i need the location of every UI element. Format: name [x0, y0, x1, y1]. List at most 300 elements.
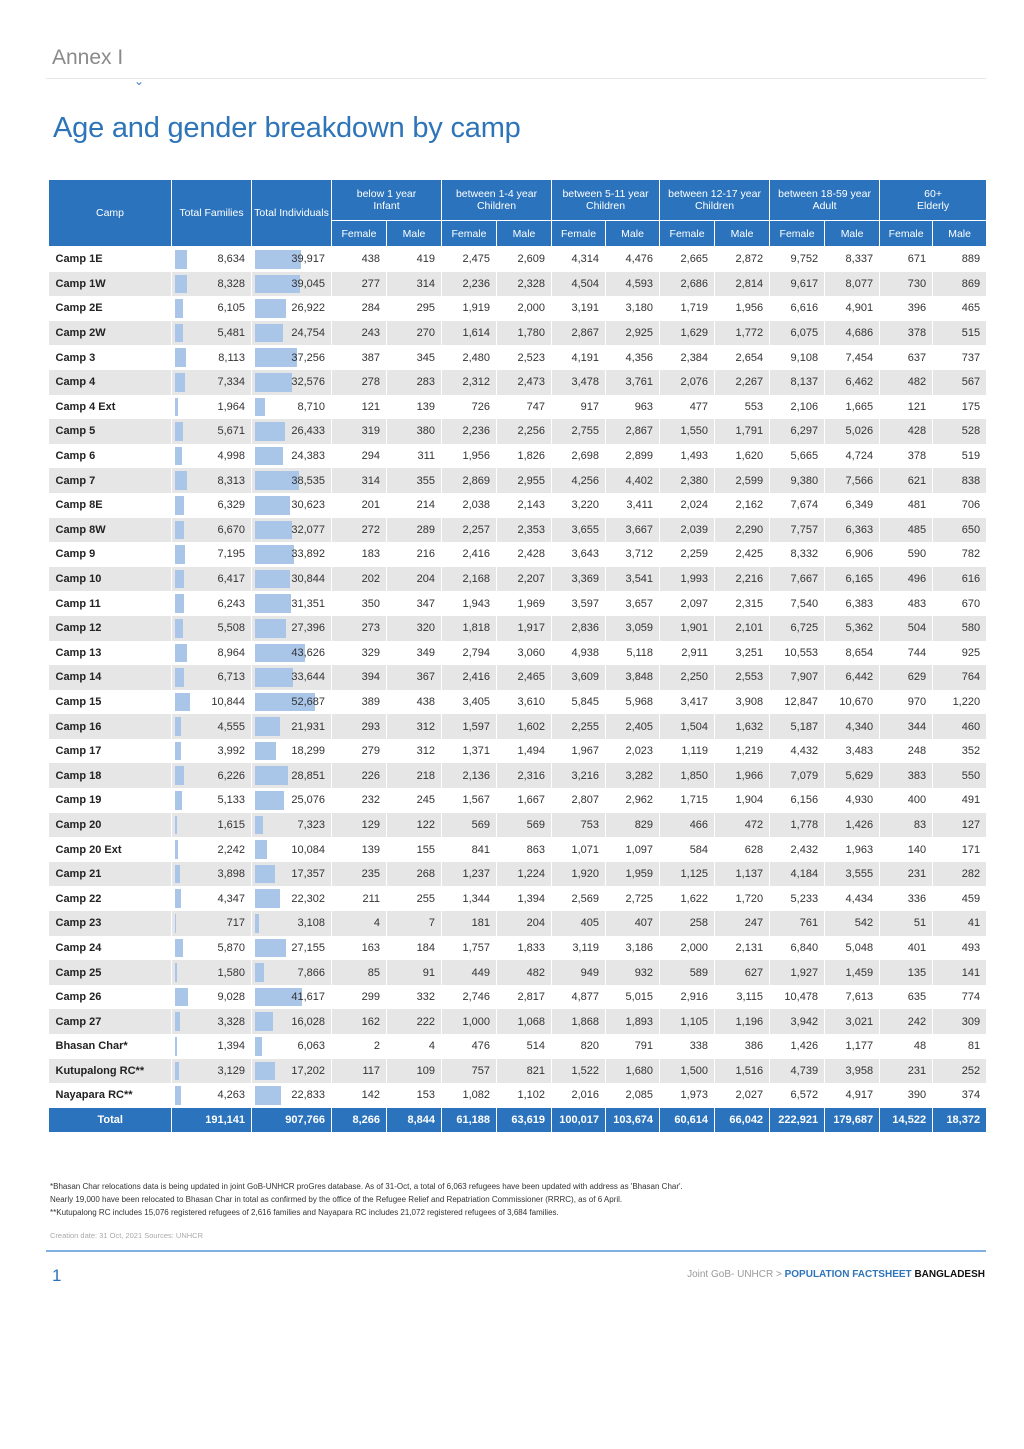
table-row [49, 518, 987, 543]
female-count: 3,655 [552, 518, 606, 543]
camp-name: Nayapara RC** [49, 1083, 172, 1108]
female-count: 753 [552, 813, 606, 838]
female-count: 3,609 [552, 665, 606, 690]
male-count: 5,118 [606, 641, 660, 666]
total-female: 14,522 [880, 1108, 933, 1132]
female-count: 2,916 [660, 985, 715, 1010]
female-count: 2,038 [442, 493, 497, 518]
male-count: 491 [933, 788, 987, 813]
male-count: 493 [933, 936, 987, 961]
male-count: 2,465 [497, 665, 552, 690]
male-count: 5,015 [606, 985, 660, 1010]
female-count: 3,478 [552, 370, 606, 395]
male-count: 7,613 [825, 985, 880, 1010]
male-count: 109 [387, 1059, 442, 1084]
individuals-bar [255, 766, 288, 785]
female-count: 3,417 [660, 690, 715, 715]
total-individuals-cell: 41,617 [252, 985, 332, 1010]
total-female: 8,266 [332, 1108, 387, 1132]
female-count: 83 [880, 813, 933, 838]
total-families-cell: 9,028 [172, 985, 252, 1010]
male-count: 1,220 [933, 690, 987, 715]
female-count: 635 [880, 985, 933, 1010]
female-count: 1,927 [770, 960, 825, 985]
total-families-cell: 8,313 [172, 468, 252, 493]
total-female: 60,614 [660, 1108, 715, 1132]
female-count: 4,314 [552, 247, 606, 272]
female-count: 140 [880, 837, 933, 862]
camp-name: Camp 11 [49, 591, 172, 616]
female-count: 2,136 [442, 763, 497, 788]
male-count: 141 [933, 960, 987, 985]
female-count: 2,250 [660, 665, 715, 690]
table-row [49, 444, 987, 469]
female-count: 1,778 [770, 813, 825, 838]
female-count: 9,752 [770, 247, 825, 272]
male-count: 580 [933, 616, 987, 641]
female-count: 1,920 [552, 862, 606, 887]
male-count: 550 [933, 763, 987, 788]
male-count: 3,667 [606, 518, 660, 543]
male-count: 1,780 [497, 321, 552, 346]
male-count: 5,629 [825, 763, 880, 788]
families-bar [175, 914, 176, 933]
families-bar [175, 693, 190, 712]
individuals-bar [255, 299, 286, 318]
male-count: 2,523 [497, 345, 552, 370]
female-count: 242 [880, 1009, 933, 1034]
male-count: 4,901 [825, 296, 880, 321]
total-individuals-cell: 17,202 [252, 1059, 332, 1084]
individuals-bar [255, 963, 264, 982]
camp-name: Camp 12 [49, 616, 172, 641]
female-count: 293 [332, 714, 387, 739]
male-count: 268 [387, 862, 442, 887]
individuals-bar [255, 324, 283, 343]
female-count: 1,504 [660, 714, 715, 739]
male-count: 2,131 [715, 936, 770, 961]
total-families-cell: 4,555 [172, 714, 252, 739]
total-female: 222,921 [770, 1108, 825, 1132]
individuals-bar [255, 1012, 273, 1031]
total-individuals-cell: 39,045 [252, 272, 332, 297]
families-bar [175, 348, 186, 367]
age-group-header: 60+ Elderly [880, 180, 987, 221]
male-count: 314 [387, 272, 442, 297]
male-count: 311 [387, 444, 442, 469]
table-row [49, 911, 987, 936]
female-count: 344 [880, 714, 933, 739]
total-individuals-cell: 10,084 [252, 837, 332, 862]
male-count: 1,068 [497, 1009, 552, 1034]
female-count: 48 [880, 1034, 933, 1059]
female-count: 5,845 [552, 690, 606, 715]
camp-name: Camp 26 [49, 985, 172, 1010]
families-bar [175, 275, 187, 294]
total-individuals-cell: 3,108 [252, 911, 332, 936]
female-count: 6,725 [770, 616, 825, 641]
female-count: 4 [332, 911, 387, 936]
female-count: 1,901 [660, 616, 715, 641]
camp-name: Camp 4 [49, 370, 172, 395]
female-count: 1,967 [552, 739, 606, 764]
female-count: 2,432 [770, 837, 825, 862]
male-count: 438 [387, 690, 442, 715]
male-count: 889 [933, 247, 987, 272]
camp-name: Camp 8W [49, 518, 172, 543]
male-count: 367 [387, 665, 442, 690]
female-count: 2,794 [442, 641, 497, 666]
female-count: 820 [552, 1034, 606, 1059]
total-individuals-cell: 30,844 [252, 567, 332, 592]
table-row [49, 247, 987, 272]
age-group-header: between 1-4 year Children [442, 180, 552, 221]
male-count: 2,473 [497, 370, 552, 395]
total-individuals-cell: 26,922 [252, 296, 332, 321]
female-count: 4,184 [770, 862, 825, 887]
male-count: 295 [387, 296, 442, 321]
male-header: Male [497, 221, 552, 247]
female-count: 2,312 [442, 370, 497, 395]
male-count: 616 [933, 567, 987, 592]
total-families-cell: 10,844 [172, 690, 252, 715]
female-count: 232 [332, 788, 387, 813]
camp-name: Camp 10 [49, 567, 172, 592]
male-count: 153 [387, 1083, 442, 1108]
female-count: 181 [442, 911, 497, 936]
male-count: 2,654 [715, 345, 770, 370]
camp-name: Bhasan Char* [49, 1034, 172, 1059]
footer-divider [46, 1250, 986, 1252]
total-individuals-cell: 17,357 [252, 862, 332, 887]
female-count: 481 [880, 493, 933, 518]
female-count: 449 [442, 960, 497, 985]
total-individuals: 907,766 [252, 1108, 332, 1132]
female-count: 1,426 [770, 1034, 825, 1059]
male-count: 1,494 [497, 739, 552, 764]
male-count: 1,959 [606, 862, 660, 887]
male-count: 1,772 [715, 321, 770, 346]
table-row [49, 272, 987, 297]
individuals-bar [255, 865, 275, 884]
male-count: 247 [715, 911, 770, 936]
male-count: 553 [715, 395, 770, 420]
total-families-cell: 6,226 [172, 763, 252, 788]
camp-name: Camp 14 [49, 665, 172, 690]
female-count: 389 [332, 690, 387, 715]
female-count: 7,757 [770, 518, 825, 543]
total-families-cell: 3,129 [172, 1059, 252, 1084]
male-count: 2,353 [497, 518, 552, 543]
male-count: 6,442 [825, 665, 880, 690]
female-count: 336 [880, 886, 933, 911]
male-count: 514 [497, 1034, 552, 1059]
male-count: 204 [497, 911, 552, 936]
female-count: 6,840 [770, 936, 825, 961]
male-count: 1,956 [715, 296, 770, 321]
table-row [49, 837, 987, 862]
female-count: 1,071 [552, 837, 606, 862]
female-count: 1,629 [660, 321, 715, 346]
individuals-bar [255, 422, 285, 441]
female-count: 319 [332, 419, 387, 444]
male-count: 1,904 [715, 788, 770, 813]
camp-name: Camp 25 [49, 960, 172, 985]
female-count: 231 [880, 1059, 933, 1084]
total-individuals-cell: 32,077 [252, 518, 332, 543]
families-bar [175, 570, 184, 589]
male-count: 2,955 [497, 468, 552, 493]
total-row [49, 1108, 987, 1132]
table-row [49, 296, 987, 321]
male-count: 3,761 [606, 370, 660, 395]
total-families-cell: 4,263 [172, 1083, 252, 1108]
total-male: 103,674 [606, 1108, 660, 1132]
total-families-cell: 4,998 [172, 444, 252, 469]
male-count: 932 [606, 960, 660, 985]
camp-name: Camp 22 [49, 886, 172, 911]
male-count: 171 [933, 837, 987, 862]
total-families-cell: 6,417 [172, 567, 252, 592]
female-count: 4,739 [770, 1059, 825, 1084]
male-count: 6,165 [825, 567, 880, 592]
total-individuals-cell: 38,535 [252, 468, 332, 493]
female-count: 1,868 [552, 1009, 606, 1034]
total-individuals-cell: 24,383 [252, 444, 332, 469]
camp-name: Kutupalong RC** [49, 1059, 172, 1084]
individuals-bar [255, 496, 290, 515]
female-count: 129 [332, 813, 387, 838]
male-count: 4,930 [825, 788, 880, 813]
camp-name: Camp 9 [49, 542, 172, 567]
female-count: 1,622 [660, 886, 715, 911]
female-count: 248 [880, 739, 933, 764]
female-count: 483 [880, 591, 933, 616]
female-count: 4,877 [552, 985, 606, 1010]
male-count: 460 [933, 714, 987, 739]
camp-name: Camp 19 [49, 788, 172, 813]
individuals-bar [255, 668, 293, 687]
camp-name: Camp 5 [49, 419, 172, 444]
male-count: 270 [387, 321, 442, 346]
total-families-cell: 2,242 [172, 837, 252, 862]
male-count: 1,516 [715, 1059, 770, 1084]
female-count: 284 [332, 296, 387, 321]
male-count: 6,363 [825, 518, 880, 543]
camp-name: Camp 1W [49, 272, 172, 297]
male-count: 1,620 [715, 444, 770, 469]
female-count: 761 [770, 911, 825, 936]
total-individuals-cell: 7,323 [252, 813, 332, 838]
male-count: 4,340 [825, 714, 880, 739]
camp-name: Camp 21 [49, 862, 172, 887]
male-count: 419 [387, 247, 442, 272]
female-count: 5,187 [770, 714, 825, 739]
female-count: 2,416 [442, 665, 497, 690]
male-count: 1,224 [497, 862, 552, 887]
male-count: 1,137 [715, 862, 770, 887]
total-individuals-cell: 22,833 [252, 1083, 332, 1108]
female-count: 121 [880, 395, 933, 420]
male-count: 10,670 [825, 690, 880, 715]
male-count: 1,893 [606, 1009, 660, 1034]
families-bar [175, 619, 183, 638]
female-count: 277 [332, 272, 387, 297]
female-count: 12,847 [770, 690, 825, 715]
female-count: 9,617 [770, 272, 825, 297]
male-count: 3,610 [497, 690, 552, 715]
male-count: 1,459 [825, 960, 880, 985]
table-row [49, 813, 987, 838]
male-count: 4,593 [606, 272, 660, 297]
male-count: 122 [387, 813, 442, 838]
female-count: 387 [332, 345, 387, 370]
male-count: 1,966 [715, 763, 770, 788]
male-header: Male [387, 221, 442, 247]
male-count: 4,917 [825, 1083, 880, 1108]
total-families-cell: 7,195 [172, 542, 252, 567]
table-row [49, 468, 987, 493]
total-families-cell: 3,992 [172, 739, 252, 764]
male-count: 4,724 [825, 444, 880, 469]
male-count: 3,282 [606, 763, 660, 788]
female-count: 3,216 [552, 763, 606, 788]
female-count: 231 [880, 862, 933, 887]
female-count: 584 [660, 837, 715, 862]
male-count: 782 [933, 542, 987, 567]
female-count: 378 [880, 444, 933, 469]
female-count: 1,956 [442, 444, 497, 469]
male-count: 6,383 [825, 591, 880, 616]
male-count: 1,177 [825, 1034, 880, 1059]
table-row [49, 419, 987, 444]
individuals-bar [255, 1086, 281, 1105]
male-count: 2,101 [715, 616, 770, 641]
table-row [49, 665, 987, 690]
male-count: 355 [387, 468, 442, 493]
camp-name: Camp 27 [49, 1009, 172, 1034]
female-count: 142 [332, 1083, 387, 1108]
female-count: 2,236 [442, 272, 497, 297]
female-count: 757 [442, 1059, 497, 1084]
female-count: 621 [880, 468, 933, 493]
male-count: 41 [933, 911, 987, 936]
families-bar [175, 963, 177, 982]
female-count: 400 [880, 788, 933, 813]
total-families-cell: 6,329 [172, 493, 252, 518]
families-bar [175, 1062, 179, 1081]
camp-name: Camp 18 [49, 763, 172, 788]
camp-name: Camp 20 Ext [49, 837, 172, 862]
female-count: 2,380 [660, 468, 715, 493]
families-bar [175, 373, 185, 392]
female-count: 1,850 [660, 763, 715, 788]
footer-doc: POPULATION FACTSHEET [784, 1269, 912, 1280]
male-count: 345 [387, 345, 442, 370]
total-individuals-cell: 27,396 [252, 616, 332, 641]
total-individuals-cell: 32,576 [252, 370, 332, 395]
male-count: 81 [933, 1034, 987, 1059]
female-count: 294 [332, 444, 387, 469]
female-count: 10,478 [770, 985, 825, 1010]
camp-name: Camp 17 [49, 739, 172, 764]
male-count: 320 [387, 616, 442, 641]
individuals-bar [255, 373, 292, 392]
male-count: 2,256 [497, 419, 552, 444]
male-count: 2,609 [497, 247, 552, 272]
male-count: 1,394 [497, 886, 552, 911]
camp-name: Camp 8E [49, 493, 172, 518]
male-count: 309 [933, 1009, 987, 1034]
table-row [49, 616, 987, 641]
table-row [49, 641, 987, 666]
male-count: 91 [387, 960, 442, 985]
male-count: 5,362 [825, 616, 880, 641]
male-header: Male [825, 221, 880, 247]
female-count: 504 [880, 616, 933, 641]
female-count: 9,380 [770, 468, 825, 493]
male-count: 6,906 [825, 542, 880, 567]
total-individuals-cell: 22,302 [252, 886, 332, 911]
male-count: 5,026 [825, 419, 880, 444]
female-count: 477 [660, 395, 715, 420]
total-families-cell: 717 [172, 911, 252, 936]
footnote: **Kutupalong RC includes 15,076 registered refugees of 2,616 families and Nayapara RC includes 21,072 registered refugees of 3,684 families. [50, 1208, 559, 1217]
total-families-cell: 6,713 [172, 665, 252, 690]
female-count: 1,614 [442, 321, 497, 346]
families-bar [175, 299, 183, 318]
male-count: 1,720 [715, 886, 770, 911]
male-count: 3,958 [825, 1059, 880, 1084]
total-individuals-cell: 39,917 [252, 247, 332, 272]
camp-name: Camp 2E [49, 296, 172, 321]
camp-breakdown-table [48, 179, 987, 1132]
camp-name: Camp 6 [49, 444, 172, 469]
female-count: 3,220 [552, 493, 606, 518]
female-count: 4,256 [552, 468, 606, 493]
female-count: 6,616 [770, 296, 825, 321]
female-count: 2,236 [442, 419, 497, 444]
female-count: 6,572 [770, 1083, 825, 1108]
age-group-header: between 12-17 year Children [660, 180, 770, 221]
table-row [49, 542, 987, 567]
female-count: 85 [332, 960, 387, 985]
total-families-cell: 1,964 [172, 395, 252, 420]
female-count: 1,082 [442, 1083, 497, 1108]
male-count: 245 [387, 788, 442, 813]
female-header: Female [442, 221, 497, 247]
age-group-header: between 18-59 year Adult [770, 180, 880, 221]
families-bar [175, 988, 188, 1007]
male-count: 791 [606, 1034, 660, 1059]
male-count: 627 [715, 960, 770, 985]
total-individuals-cell: 8,710 [252, 395, 332, 420]
table-row [49, 591, 987, 616]
table-row [49, 936, 987, 961]
male-count: 869 [933, 272, 987, 297]
female-count: 482 [880, 370, 933, 395]
footer-org: Joint GoB- UNHCR > [687, 1269, 782, 1280]
table-row [49, 1034, 987, 1059]
male-count: 2,267 [715, 370, 770, 395]
male-count: 312 [387, 714, 442, 739]
female-count: 5,233 [770, 886, 825, 911]
male-count: 515 [933, 321, 987, 346]
female-count: 1,105 [660, 1009, 715, 1034]
male-count: 838 [933, 468, 987, 493]
female-count: 3,597 [552, 591, 606, 616]
male-count: 3,541 [606, 567, 660, 592]
